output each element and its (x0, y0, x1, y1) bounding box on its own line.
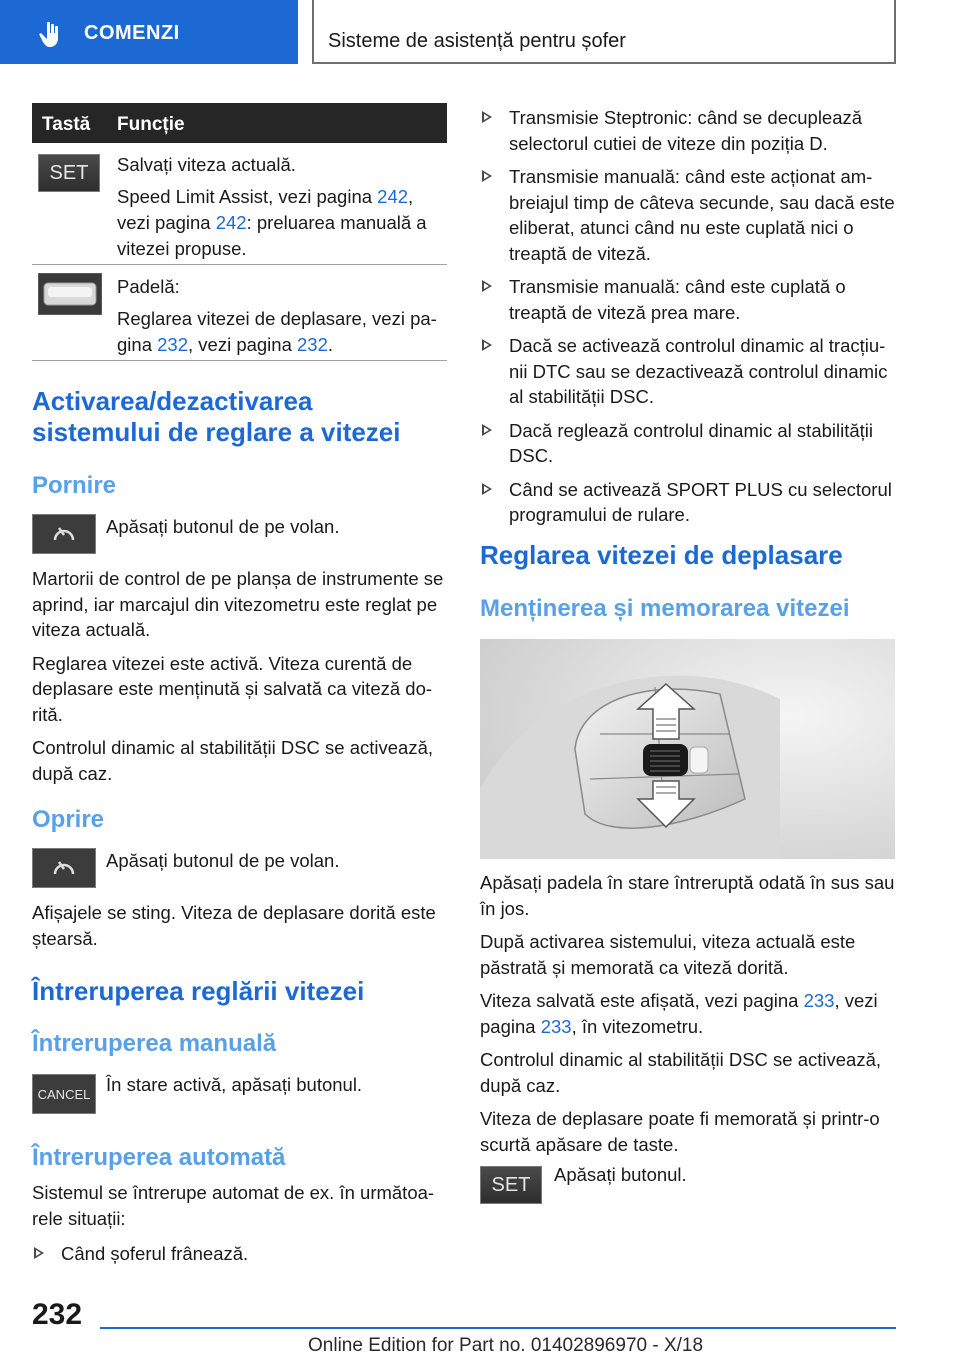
bullet-triangle-icon (482, 111, 492, 123)
cancel-key-image: CANCEL (32, 1074, 96, 1114)
paragraph: Viteza de deplasare poate fi memorată și printr-o scurtă apăsare de taste. (480, 1108, 880, 1155)
table-row-text: Reglarea vitezei de deplasare, vezi pagina 232, vezi pagina 232. (117, 308, 437, 355)
page-link[interactable]: 242 (377, 186, 409, 207)
paragraph: Controlul dinamic al stabilității DSC se activează, după caz. (480, 1049, 882, 1096)
table-row-text: Padelă: (117, 276, 180, 297)
table-header-key: Tastă (42, 114, 91, 135)
section-title-interruption: Întreruperea reglării vitezei (32, 976, 365, 1006)
paragraph: Controlul dinamic al stabilității DSC se activează, după caz. (32, 737, 434, 784)
paragraph: Reglarea vitezei este activă. Viteza curentă de deplasare este menținută și salvată ca viteză dorită. (32, 652, 433, 725)
paddle-icon (38, 273, 102, 320)
subsection-title-auto: Întreruperea automată (32, 1144, 286, 1171)
table-row-text: Salvați viteza actuală. (117, 154, 296, 175)
subsection-title-manual: Întreruperea manuală (32, 1030, 277, 1057)
header-tab-comenzi[interactable] (0, 0, 298, 64)
paragraph: Apăsați padela în stare întreruptă odată în sus sau în jos. (480, 872, 895, 919)
bullet-triangle-icon (482, 424, 492, 436)
footer-edition: Online Edition for Part no. 01402896970 - X/18 (308, 1335, 704, 1356)
subsection-title-maintain-store: Menținerea și memorarea vitezei (480, 595, 850, 622)
key-function-table (32, 103, 447, 361)
page-link[interactable]: 233 (540, 1015, 572, 1037)
page-number: 232 (32, 1298, 83, 1331)
list-item: Transmisie Steptronic: când se decuplează selectorul cutiei de viteze din poziția D. (480, 105, 896, 156)
steering-wheel-paddle-photo (480, 639, 895, 859)
page-link[interactable]: 233 (803, 990, 835, 1011)
set-key-image: SET (38, 154, 100, 192)
list-item: Transmisie manuală: când este cuplată o treaptă de viteză prea mare. (480, 274, 896, 325)
cruise-button-icon (32, 514, 96, 554)
page-link[interactable]: 232 (157, 334, 188, 355)
oprire-action-text: Apăsați butonul de pe volan. (106, 850, 340, 871)
subsection-title-pornire: Pornire (32, 472, 117, 499)
set-action-text: Apăsați butonul. (554, 1164, 687, 1185)
table-row (32, 143, 447, 265)
paragraph: După activarea sistemului, viteza actuală este păstrată și memorată ca viteză dorită. (480, 931, 856, 978)
table-row-text: Speed Limit Assist, vezi pagina 242, vezi pagina 242: preluarea manuală a vitezei propuse. (117, 186, 427, 259)
paragraph: Viteza salvată este afișată, vezi pagina 233, vezi pagina 233, în vitezometru. (480, 990, 878, 1037)
bullet-triangle-icon (482, 483, 492, 495)
table-row (32, 265, 447, 361)
list-item: Transmisie manuală: când este acționat ambreiajul timp de câteva secunde, sau dacă este eliberat, atunci când nu este cuplată nici o treaptă de viteză. (480, 164, 896, 266)
bullet-triangle-icon (482, 280, 492, 292)
table-header-function: Funcție (117, 114, 185, 135)
page-link[interactable]: 232 (297, 334, 328, 355)
header-section-title-box (312, 0, 896, 64)
pornire-action-text: Apăsați butonul de pe volan. (106, 516, 340, 537)
section-title-speed-regulation: Reglarea vitezei de deplasare (480, 540, 843, 570)
footer-divider (100, 1327, 896, 1329)
section-title-activation: Activarea/dezactivarea sistemului de reglare a vitezei (32, 386, 401, 447)
hand-icon (38, 20, 66, 48)
bullet-triangle-icon (34, 1247, 44, 1259)
bullet-triangle-icon (482, 339, 492, 351)
cruise-button-icon (32, 848, 96, 888)
list-item: Când se activează SPORT PLUS cu selectorul programului de rulare. (480, 477, 896, 528)
list-item: Dacă se activează controlul dinamic al tracțiunii DTC sau se dezactivează controlul dinamic al stabilității DSC. (480, 333, 896, 410)
bullet-triangle-icon (482, 170, 492, 182)
paragraph: Afișajele se sting. Viteza de deplasare dorită este ștearsă. (32, 902, 436, 949)
list-item: Când șoferul frânează. (32, 1241, 448, 1267)
set-key-image: SET (480, 1166, 542, 1204)
table-header (32, 103, 447, 143)
page-link[interactable]: 242 (215, 212, 247, 233)
subsection-title-oprire: Oprire (32, 806, 105, 833)
list-item: Dacă reglează controlul dinamic al stabilității DSC. (480, 418, 896, 469)
manual-action-text: În stare activă, apăsați butonul. (106, 1074, 363, 1095)
paragraph: Sistemul se întrerupe automat de ex. în următoarele situații: (32, 1182, 435, 1229)
paragraph: Martorii de control de pe planșa de instrumente se aprind, iar marcajul din vitezometru este reglat pe viteza actuală. (32, 568, 444, 640)
header-section-title: Sisteme de asistență pentru șofer (328, 30, 626, 52)
header-tab-label: COMENZI (84, 22, 180, 44)
